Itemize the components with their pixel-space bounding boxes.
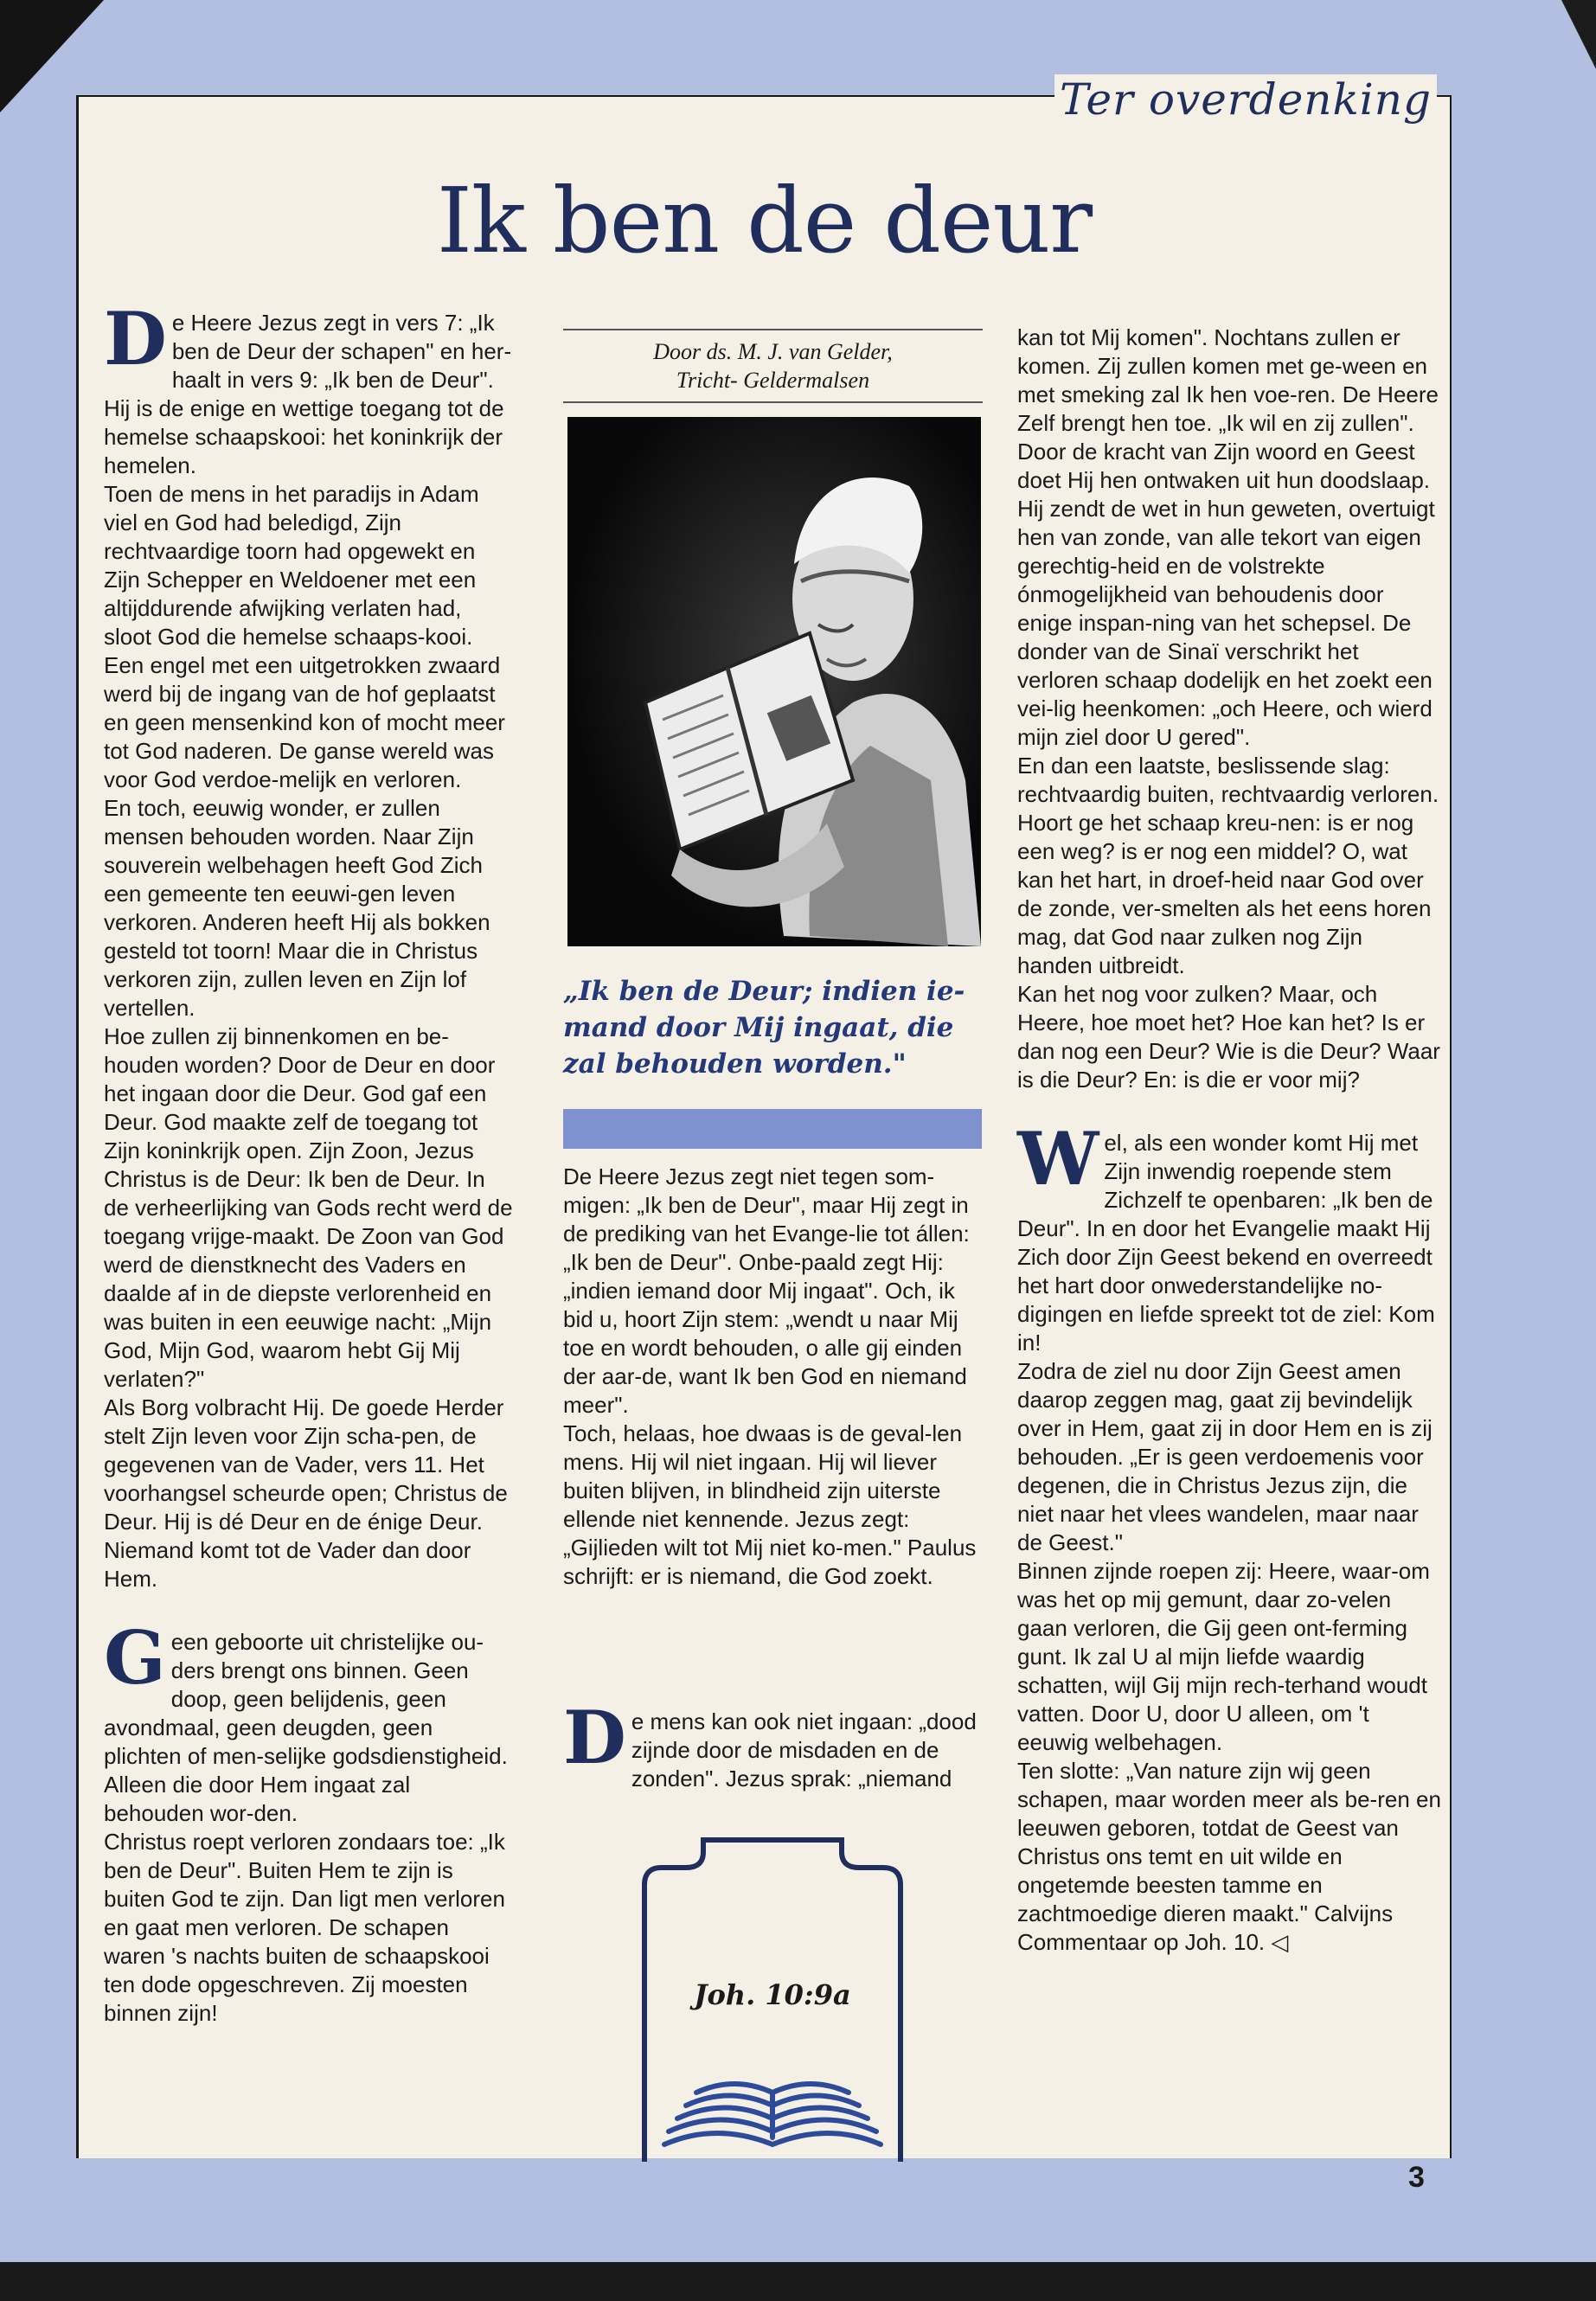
paragraph-text: een geboorte uit christelijke ou-ders brengt ons binnen. Geen doop, geen belijdenis, geen avondmaal, geen deugden, geen plichten of men-selijke godsdienstigheid. Alleen die door Hem ingaat zal behouden wor-den. — [104, 1629, 508, 1826]
paragraph: kan tot Mij komen". Nochtans zullen er komen. Zij zullen komen met ge-ween en met smeking zal Ik hen voe-ren. De Heere Zelf brengt hen toe. „Ik wil en zij zullen". — [1017, 324, 1439, 436]
paragraph: Kan het nog voor zulken? Maar, och Heere, hoe moet het? Hoe kan het? Is er dan nog een Deur? Wie is die Deur? Waar is die Deur? En: is die er voor mij? — [1017, 981, 1440, 1093]
paragraph: Zodra de ziel nu door Zijn Geest amen daarop zeggen mag, gaat zij bevindelijk over in Hem, gaat zij in door Hem en is zij behouden. „Er is geen verdoemenis voor degenen, die in Christus Jezus zijn, die niet naar het vlees wandelen, maar naar de Geest." — [1017, 1358, 1433, 1555]
byline-location: Tricht- Geldermalsen — [676, 368, 870, 393]
byline-author: Door ds. M. J. van Gelder, — [653, 339, 893, 364]
paragraph — [1017, 1116, 1441, 1357]
column-2-continued — [563, 1695, 978, 1793]
scan-bottom-edge — [0, 2262, 1596, 2301]
drop-cap: D — [563, 1695, 626, 1780]
scan-corner-shadow-right — [1561, 0, 1596, 69]
column-3 — [1017, 324, 1441, 1957]
paragraph: De Heere Jezus zegt niet tegen som-migen: „Ik ben de Deur", maar Hij zegt in de prediking van het Evange-lie tot állen: „Ik ben de Deur". Onbe-paald zegt Hij: „indien iemand door Mij ingaat". Och, ik bid u, hoort Zijn stem: „wendt u naar Mij toe en wordt behouden, o alle gij einden der aar-de, want Ik ben God en niemand meer". — [563, 1163, 970, 1418]
drop-cap: W — [1017, 1116, 1099, 1202]
drop-cap: D — [104, 296, 167, 381]
decorative-blue-bar — [563, 1109, 982, 1149]
page-number: 3 — [1408, 2161, 1425, 2194]
paragraph: Ten slotte: „Van nature zijn wij geen schapen, maar worden meer als be-ren en leeuwen geboren, totdat de Geest van Christus ons temt en uit wilde en ongetemde beesten tamme en zachtmoedige dieren maakt." Calvijns Commentaar op Joh. 10. ◁ — [1017, 1758, 1441, 1955]
paragraph: En toch, eeuwig wonder, er zullen mensen behouden worden. Naar Zijn souverein welbehagen heeft God Zich een gemeente ten eeuwi-gen leven verkoren. Anderen heeft Hij als bokken gesteld tot toorn! Maar die in Christus verkoren zijn, zullen leven en Zijn lof vertellen. — [104, 795, 490, 1021]
article-frame — [76, 74, 1452, 2158]
paragraph: Christus roept verloren zondaars toe: „Ik ben de Deur". Buiten Hem te zijn is buiten God te zijn. Dan ligt men verloren en gaat men verloren. De schapen waren 's nachts buiten de schaapskooi ten dode opgeschreven. Zij moesten binnen zijn! — [104, 1829, 505, 2026]
section-label: Ter overdenking — [1054, 74, 1437, 125]
bible-reference: Joh. 10:9a — [694, 1978, 851, 2011]
column-1 — [104, 296, 515, 2028]
paragraph: Toen de mens in het paradijs in Adam viel en God had beledigd, Zijn rechtvaardige toorn had opgewekt en Zijn Schepper en Weldoener met een altijddurende afwijking verlaten had, sloot God die hemelse schaaps-kooi. Een engel met een uitgetrokken zwaard werd bij de ingang van de hof geplaatst en geen mensenkind kon of mocht meer tot God naderen. De ganse wereld was voor God verdoe-melijk en verloren. — [104, 481, 505, 792]
paragraph — [104, 296, 515, 480]
paragraph-text: e mens kan ook niet ingaan: „dood zijnde door de misdaden en de zonden". Jezus sprak: „niemand — [631, 1708, 977, 1791]
paragraph: Toch, helaas, hoe dwaas is de geval-len mens. Hij wil niet ingaan. Hij wil liever buiten blijven, in blindheid zijn uiterste ellende niet kennende. Jezus zegt: „Gijlieden wilt tot Mij niet ko-men." Paulus schrijft: er is niemand, die God zoekt. — [563, 1420, 977, 1589]
column-2 — [563, 1163, 978, 1591]
article-title: Ik ben de deur — [436, 168, 1093, 273]
paragraph — [563, 1695, 978, 1793]
bible-reference-box — [625, 1833, 920, 2166]
paragraph: Als Borg volbracht Hij. De goede Herder stelt Zijn leven voor Zijn scha-pen, de gegevenen van de Vader, vers 11. Het voorhangsel scheurde open; Christus de Deur. Hij is dé Deur en de énige Deur. Niemand komt tot de Vader dan door Hem. — [104, 1394, 508, 1592]
pull-quote: „Ik ben de Deur; indien ie-mand door Mij ingaat, die zal behouden worden." — [563, 976, 965, 1080]
paragraph: Door de kracht van Zijn woord en Geest doet Hij hen ontwaken uit hun doodslaap. Hij zendt de wet in hun geweten, overtuigt hen van zonde, van alle tekort van eigen gerechtig-heid en de volstrekte ónmogelijkheid van behoudenis door enige inspan-ning van het schepsel. De donder van de Sinaï verschrikt het verloren schaap dodelijk en het zoekt een vei-lig heenkomen: „och Heere, och wierd mijn ziel door U gered". — [1017, 439, 1435, 750]
paragraph-text: el, als een wonder komt Hij met Zijn inwendig roepende stem Zichzelf te openbaren: „Ik ben de Deur". In en door het Evangelie maakt Hij Zich door Zijn Geest bekend en overreedt het hart door onwederstandelijke no-digingen en liefde spreekt tot de ziel: Kom in! — [1017, 1130, 1435, 1356]
paragraph — [104, 1615, 515, 1828]
drop-cap: G — [104, 1615, 166, 1701]
byline — [563, 329, 983, 403]
paragraph: Binnen zijnde roepen zij: Heere, waar-om was het op mij gemunt, daar zo-velen gaan verloren, die Gij geen ont-ferming gunt. Ik zal U al mijn liefde waardig schatten, wijl Gij mijn rech-terhand woudt vatten. Door U, door U alleen, om 't eeuwig welbehagen. — [1017, 1558, 1430, 1755]
reading-figure-illustration — [567, 417, 981, 946]
paragraph: Hoe zullen zij binnenkomen en be-houden worden? Door de Deur en door het ingaan door die Deur. God gaf een Deur. God maakte zelf de toegang tot Zijn koninkrijk open. Zijn Zoon, Jezus Christus is de Deur: Ik ben de Deur. In de verheerlijking van Gods recht werd de toegang vrijge-maakt. De Zoon van God werd de dienstknecht des Vaders en daalde af in de diepste verlorenheid en was buiten in een eeuwige nacht: „Mijn God, Mijn God, waarom hebt Gij Mij verlaten?" — [104, 1023, 513, 1392]
paragraph-text: e Heere Jezus zegt in vers 7: „Ik ben de Deur der schapen" en her-haalt in vers 9: „Ik ben de Deur". Hij is de enige en wettige toegang tot de hemelse schaapskooi: het koninkrijk der hemelen. — [104, 310, 512, 478]
paragraph: En dan een laatste, beslissende slag: rechtvaardig buiten, rechtvaardig verloren. Hoort ge het schaap kreu-nen: is er nog een weg? is er nog een middel? O, wat kan het hart, in droef-heid naar God over de zonde, ver-smelten als het eens horen mag, dat God naar zulken nog Zijn handen uitbreidt. — [1017, 753, 1439, 978]
